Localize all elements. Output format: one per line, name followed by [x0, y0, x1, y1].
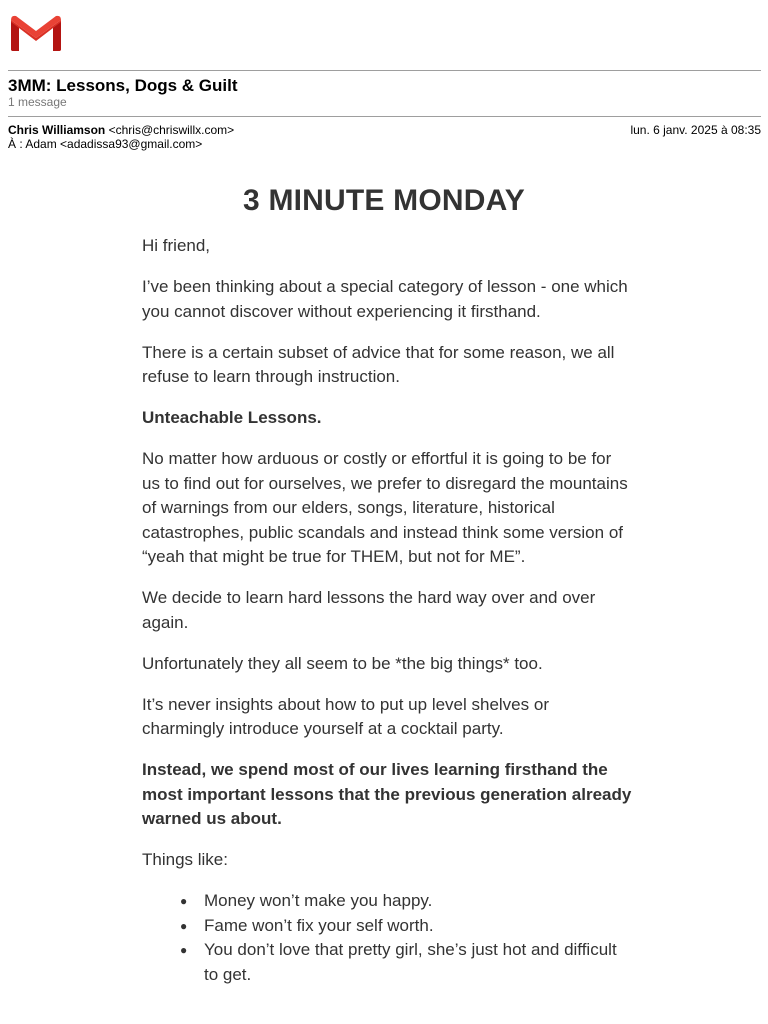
body-paragraph-bold: Instead, we spend most of our lives learning firsthand the most important lessons that the previous generation already warned us about. [142, 760, 632, 828]
body-paragraph: There is a certain subset of advice that for some reason, we all refuse to learn through instruction. [142, 342, 615, 386]
body-paragraph: We decide to learn hard lessons the hard way over and over again. [142, 588, 596, 632]
body-paragraph-bold: Unteachable Lessons. [142, 408, 322, 427]
bullet-icon: ● [180, 894, 188, 908]
body-paragraph: Things like: [142, 850, 228, 869]
list-item-text: You don’t love that pretty girl, she’s just hot and difficult to get. [204, 940, 617, 984]
recipient-line: À : Adam <adadissa93@gmail.com> [8, 137, 203, 151]
list-item-text: Money won’t make you happy. [204, 891, 433, 910]
list-item [180, 938, 632, 987]
body-paragraph: No matter how arduous or costly or effortful it is going to be for us to find out for ourselves, we prefer to disregard the mountains of warnings from our elders, songs, literature, historical catastrophes, public scandals and instead think some version of “yeah that might be true for THEM, but not for ME”. [142, 449, 628, 566]
list-item [180, 914, 632, 939]
list-item-text: Fame won’t fix your self worth. [204, 915, 434, 935]
lessons-list [142, 889, 632, 987]
thread-subject: 3MM: Lessons, Dogs & Guilt [8, 76, 238, 95]
header-divider [8, 70, 761, 71]
sender-name: Chris Williamson [8, 123, 106, 137]
bullet-icon: ● [180, 918, 188, 933]
body-paragraph: It’s never insights about how to put up level shelves or charmingly introduce yourself at a cocktail party. [142, 694, 549, 738]
body-paragraph: Hi friend, [142, 236, 211, 255]
message-count: 1 message [8, 95, 67, 109]
bullet-icon: ● [180, 943, 188, 957]
subject-divider [8, 116, 761, 117]
message-date: lun. 6 janv. 2025 à 08:35 [630, 123, 761, 137]
body-paragraph: Unfortunately they all seem to be *the big things* too. [142, 653, 543, 673]
newsletter-title: 3 MINUTE MONDAY [243, 184, 525, 217]
list-item [180, 889, 632, 914]
body-paragraph: I’ve been thinking about a special category of lesson - one which you cannot discover without experiencing it firsthand. [142, 277, 628, 321]
message-body [142, 234, 632, 987]
sender-email: <chris@chriswillx.com> [108, 123, 235, 137]
gmail-logo-icon [8, 14, 64, 52]
sender-line [8, 123, 234, 137]
